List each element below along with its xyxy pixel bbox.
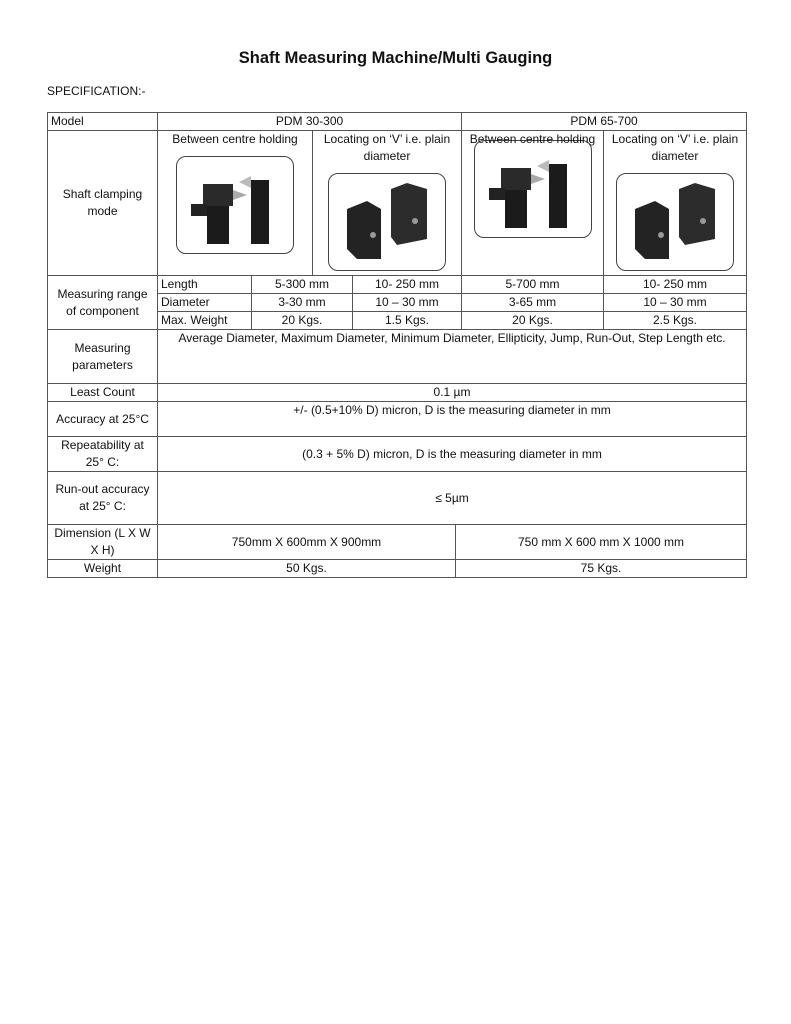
- accuracy-value: +/- (0.5+10% D) micron, D is the measuring diameter in mm: [158, 402, 747, 437]
- row-model: [48, 113, 747, 131]
- row-dimension: [48, 525, 747, 560]
- range-row-label: Length: [158, 276, 252, 294]
- row-least-count: [48, 384, 747, 402]
- clamp-mode-text: Between centre holding: [172, 132, 298, 146]
- model-label: Model: [48, 113, 158, 131]
- least-label: Least Count: [48, 384, 158, 402]
- range-value: 20 Kgs.: [462, 312, 604, 330]
- model-1: PDM 30-300: [158, 113, 462, 131]
- range-value: 1.5 Kgs.: [353, 312, 462, 330]
- range-row-label: Max. Weight: [158, 312, 252, 330]
- weight-value: 75 Kgs.: [456, 560, 747, 578]
- v-block-image: [328, 173, 446, 271]
- range-value: 10- 250 mm: [353, 276, 462, 294]
- range-label: Measuring range of component: [48, 276, 158, 330]
- range-value: 10 – 30 mm: [353, 294, 462, 312]
- row-length: [48, 276, 747, 294]
- accuracy-label: Accuracy at 25°C: [48, 402, 158, 437]
- dimension-label: Dimension (L X W X H): [48, 525, 158, 560]
- runout-value: ≤ 5µm: [158, 472, 747, 525]
- weight-value: 50 Kgs.: [158, 560, 456, 578]
- row-repeatability: [48, 437, 747, 472]
- range-value: 5-300 mm: [252, 276, 353, 294]
- params-value: Average Diameter, Maximum Diameter, Minimum Diameter, Ellipticity, Jump, Run-Out, Step Length etc.: [158, 330, 747, 384]
- range-value: 10- 250 mm: [604, 276, 747, 294]
- clamp-mode-text: Between centre holding: [469, 132, 596, 146]
- params-label: Measuring parameters: [48, 330, 158, 384]
- row-params: [48, 330, 747, 384]
- repeat-label: Repeatability at 25° C:: [48, 437, 158, 472]
- clamp-mode-text: Locating on ‘V’ i.e. plain diameter: [323, 132, 451, 163]
- clamp-mode-4: [604, 131, 747, 276]
- range-value: 5-700 mm: [462, 276, 604, 294]
- range-value: 10 – 30 mm: [604, 294, 747, 312]
- spec-label: SPECIFICATION:-: [47, 84, 146, 98]
- range-value: 3-65 mm: [462, 294, 604, 312]
- page-title: Shaft Measuring Machine/Multi Gauging: [238, 49, 553, 67]
- range-value: 20 Kgs.: [252, 312, 353, 330]
- weight-label: Weight: [48, 560, 158, 578]
- centre-holder-image: [474, 140, 592, 238]
- repeat-value: (0.3 + 5% D) micron, D is the measuring diameter in mm: [158, 437, 747, 472]
- runout-label: Run-out accuracy at 25° C:: [48, 472, 158, 525]
- row-runout: [48, 472, 747, 525]
- clamping-label: Shaft clamping mode: [48, 131, 158, 276]
- range-value: 2.5 Kgs.: [604, 312, 747, 330]
- v-block-image: [616, 173, 734, 271]
- row-weight: [48, 560, 747, 578]
- model-2: PDM 65-700: [462, 113, 747, 131]
- clamp-mode-text: Locating on ‘V’ i.e. plain diameter: [611, 132, 739, 163]
- row-accuracy: [48, 402, 747, 437]
- centre-holder-image: [176, 156, 294, 254]
- clamp-mode-1: [158, 131, 313, 276]
- clamp-mode-2: [313, 131, 462, 276]
- range-row-label: Diameter: [158, 294, 252, 312]
- clamp-mode-3: [462, 131, 604, 276]
- range-value: 3-30 mm: [252, 294, 353, 312]
- row-clamping: [48, 131, 747, 276]
- spec-table: [47, 112, 747, 578]
- dimension-value: 750 mm X 600 mm X 1000 mm: [456, 525, 747, 560]
- dimension-value: 750mm X 600mm X 900mm: [158, 525, 456, 560]
- least-value: 0.1 µm: [158, 384, 747, 402]
